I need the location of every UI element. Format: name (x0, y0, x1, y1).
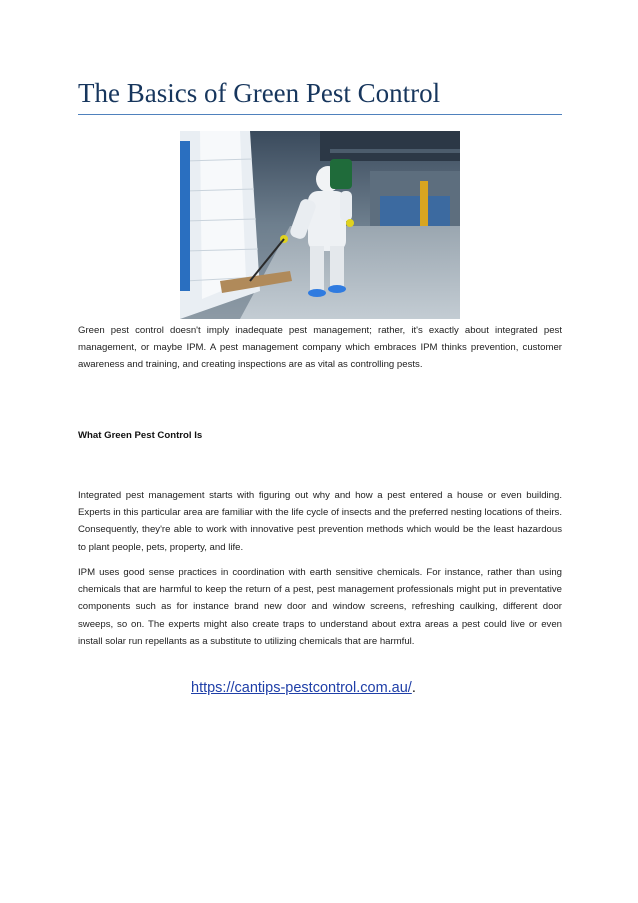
pest-control-photo (180, 131, 460, 319)
intro-paragraph: Green pest control doesn't imply inadequate pest management; rather, it's exactly about integrated pest management, or maybe IPM. A pest management company which embraces IPM thinks prevention, customer awareness and training, and creating inspections are as vital as controlling pests. (78, 325, 562, 371)
link-suffix: . (411, 680, 416, 696)
body-paragraph-3: IPM uses good sense practices in coordination with earth sensitive chemicals. For instance, rather than using chemicals that are harmful to keep the return of a pest, pest management professionals might put in preventative components such as for instance brand new door and window screens, refreshing caulking, different door sweeps, so on. The experts might also create traps to understand about extra areas a pest could live or even install solar run repellants as a substitute to utilizing chemicals that are harmful. (78, 567, 562, 647)
website-link-line (191, 680, 416, 696)
page-title: The Basics of Green Pest Control (78, 78, 441, 108)
website-link[interactable]: https://cantips-pestcontrol.com.au/ (191, 680, 412, 696)
title-underline (78, 114, 562, 115)
body-paragraph-2: Integrated pest management starts with figuring out why and how a pest entered a house or even building. Experts in this particular area are familiar with the life cycle of insects and the preferred nesting locations of theirs. Consequently, they're able to work with innovative pest prevention methods which would be the least hazardous to plant people, pets, property, and life. (78, 490, 562, 553)
section-heading: What Green Pest Control Is (78, 430, 203, 441)
